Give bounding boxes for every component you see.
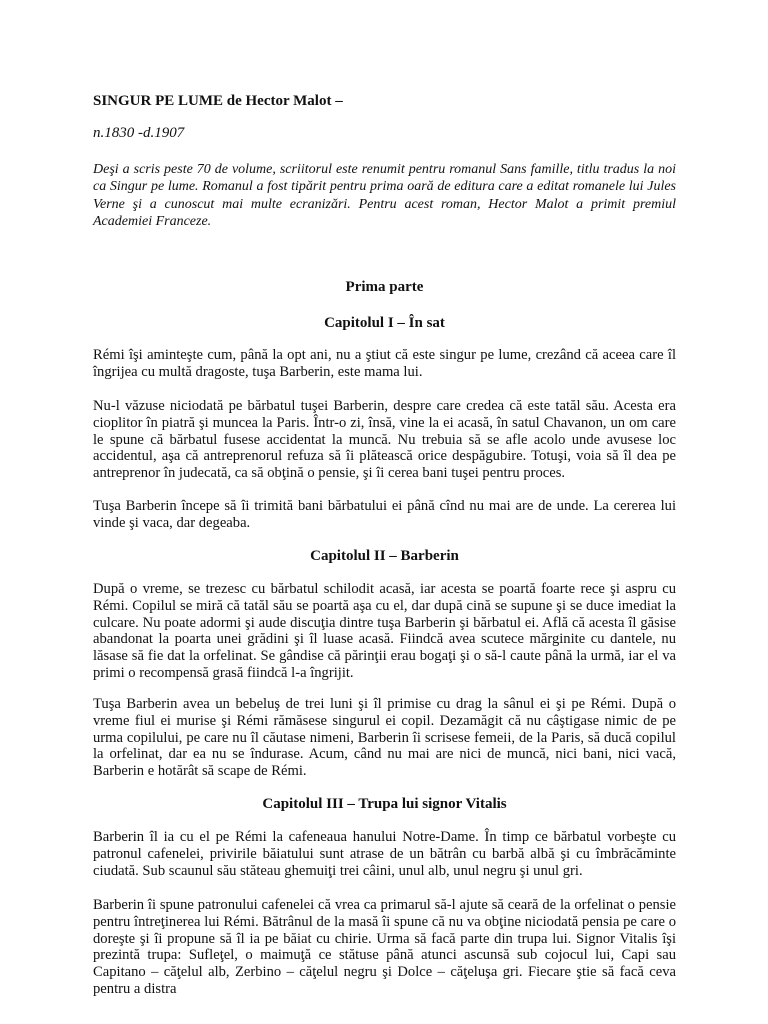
chapter-3-paragraph-1: Barberin îl ia cu el pe Rémi la cafeneaua hanului Notre-Dame. În timp ce bărbatul vorbeşte cu patronul cafenelei, privirile băiatului sunt atrase de un bătrân cu barbă albă şi cu îmbrăcăminte ciudată. Sub scaunul său stăteau ghemuiţi trei câini, unul alb, unul negru şi unul gri. (93, 829, 676, 879)
chapter-2-paragraph-2: Tuşa Barberin avea un bebeluş de trei luni şi îl primise cu drag la sânul ei şi pe Rémi. După o vreme fiul ei murise şi Rémi rămăsese singurul ei copil. Dezamăgit că nu câştigase nimic de pe urma copilului, pe care nu îl căutase nimeni, Barberin îi scrisese femeii, de la Paris, să ducă copilul la orfelinat, dar ea nu se îndurase. Acum, când nu mai are nici de muncă, nici bani, nici vacă, Barberin e hotărât să scape de Rémi. (93, 696, 676, 780)
chapter-1-paragraph-1: Rémi îşi aminteşte cum, până la opt ani, nu a ştiut că este singur pe lume, crezând că aceea care îl îngrijea cu multă dragoste, tuşa Barberin, este mama lui. (93, 347, 676, 380)
chapter-1-paragraph-3: Tuşa Barberin începe să îi trimită bani bărbatului ei până cînd nu mai are de unde. La cererea lui vinde şi vaca, dar degeaba. (93, 498, 676, 531)
chapter-3-heading: Capitolul III – Trupa lui signor Vitalis (262, 796, 507, 812)
author-dates: n.1830 -d.1907 (93, 125, 185, 141)
chapter-2-heading: Capitolul II – Barberin (310, 548, 459, 564)
intro-paragraph: Deşi a scris peste 70 de volume, scriitorul este renumit pentru romanul Sans famille, titlu tradus la noi ca Singur pe lume. Romanul a fost tipărit pentru prima oară de editura care a editat romanele lui Jules Verne şi a cunoscut mai multe ecranizări. Pentru acest roman, Hector Malot a primit premiul Academiei Franceze. (93, 162, 676, 230)
part-heading: Prima parte (345, 279, 424, 295)
chapter-1-heading: Capitolul I – În sat (324, 315, 445, 331)
chapter-1-paragraph-2: Nu-l văzuse niciodată pe bărbatul tuşei Barberin, despre care credea că este tatăl său. Acesta era cioplitor în piatră şi muncea la Paris. Într-o zi, însă, vine la ei acasă, în satul Chavanon, un om care le spune că bărbatul fusese accidentat la muncă. Nu trebuia să se afle acolo unde avusese loc accidentul, aşa că antreprenorul refuza să îi plătească orice despăgubire. Totuşi, voia să îl dea pe antreprenor în judecată, ca să obţină o pensie, şi îi cerea bani tuşei pentru proces. (93, 398, 676, 482)
chapter-3-paragraph-2: Barberin îi spune patronului cafenelei că vrea ca primarul să-l ajute să ceară de la orfelinat o pensie pentru întreţinerea lui Rémi. Bătrânul de la masă îi spune că nu va obţine niciodată pensia pe care o doreşte şi îi propune să îl ia pe băiat cu chirie. Urma să facă parte din trupa lui. Signor Vitalis îşi prezintă trupa: Sufleţel, o maimuţă ce stătuse până atunci ascunsă sub cojocul lui, Capi sau Capitano – căţelul alb, Zerbino – căţelul negru şi Dolce – căţeluşa gri. Fiecare ştie să facă ceva pentru a distra (93, 897, 676, 997)
document-title: SINGUR PE LUME de Hector Malot – (93, 93, 343, 109)
chapter-2-paragraph-1: După o vreme, se trezesc cu bărbatul schilodit acasă, iar acesta se poartă foarte rece şi aspru cu Rémi. Copilul se miră că tatăl său se poartă aşa cu el, dar după cină se supune şi se duce imediat la culcare. Nu poate adormi şi aude discuţia dintre tuşa Barberin şi bărbatul ei. Află că acesta îl găsise abandonat la poarta unei grădini şi îl luase acasă. Fiindcă avea scutece mărginite cu dantele, nu lăsase să fie dat la orfelinat. Se gândise că părinţii erau bogaţi şi o să-l caute până la urmă, iar el va primi o recompensă grasă fiindcă l-a îngrijit. (93, 581, 676, 681)
